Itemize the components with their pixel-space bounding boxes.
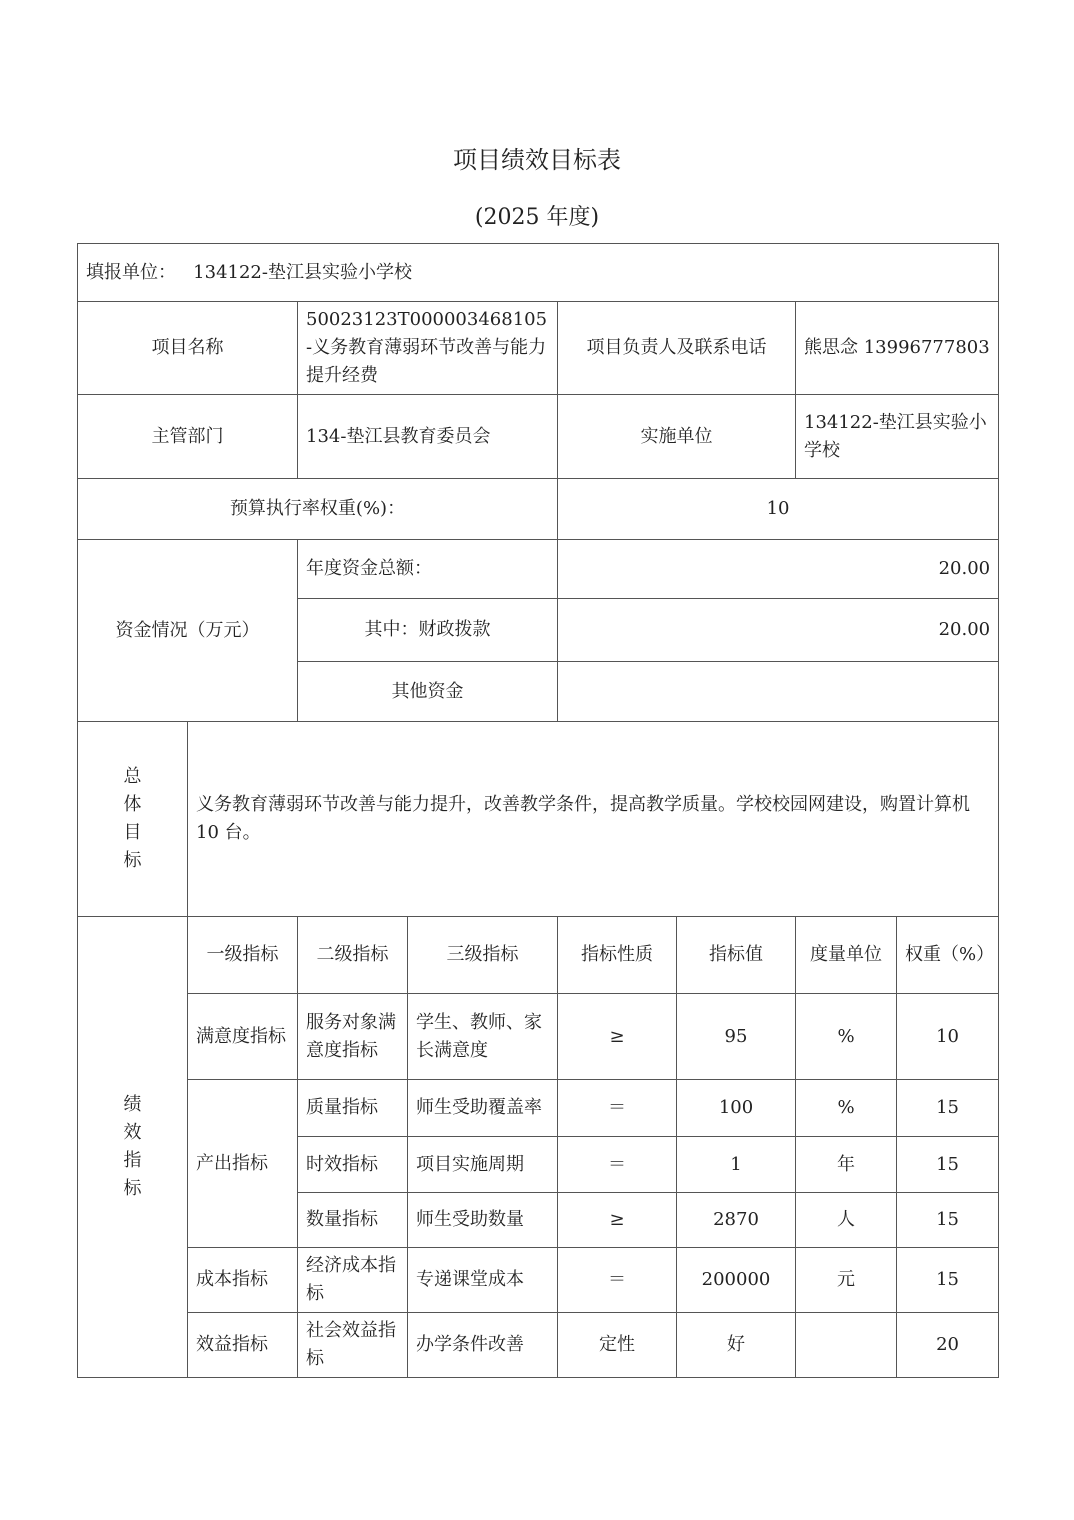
table-row [78,1313,999,1378]
indicator-level3: 学生、教师、家长满意度 [408,994,558,1080]
indicator-unit: % [796,994,897,1080]
indicator-weight: 20 [897,1313,999,1378]
project-name-label: 项目名称 [78,302,298,395]
contact-value: 熊思念 13996777803 [796,302,999,395]
performance-label-char: 指 [123,1150,142,1171]
indicator-value: 100 [677,1080,796,1137]
budget-rate-value: 10 [558,479,999,540]
indicator-unit: 年 [796,1137,897,1193]
indicator-nature: ＝ [558,1080,677,1137]
indicator-value: 1 [677,1137,796,1193]
page-title: 项目绩效目标表 [453,146,621,174]
indicator-nature: ＝ [558,1137,677,1193]
indicator-unit [796,1313,897,1378]
funds-total-value: 20.00 [558,540,999,599]
header-level2: 二级指标 [298,917,408,994]
reporting-unit-cell [78,244,999,302]
funds-fiscal-label: 其中：财政拨款 [298,599,558,662]
overall-goal-label-char: 总 [123,766,142,787]
indicator-level2: 经济成本指标 [298,1248,408,1313]
header-weight: 权重（%） [897,917,999,994]
indicator-level3: 师生受助数量 [408,1193,558,1248]
performance-label-char: 标 [123,1178,142,1199]
header-unit: 度量单位 [796,917,897,994]
overall-goal-text: 义务教育薄弱环节改善与能力提升，改善教学条件，提高教学质量。学校校园网建设，购置计算机 10 台。 [188,722,999,917]
indicator-level3: 项目实施周期 [408,1137,558,1193]
indicator-weight: 15 [897,1193,999,1248]
overall-goal-label-char: 体 [123,794,142,815]
indicator-level1: 效益指标 [188,1313,298,1378]
indicator-weight: 10 [897,994,999,1080]
header-value: 指标值 [677,917,796,994]
performance-label-char: 效 [123,1122,142,1143]
table-row [78,1248,999,1313]
indicator-level1: 满意度指标 [188,994,298,1080]
indicator-unit: 人 [796,1193,897,1248]
indicator-level1: 成本指标 [188,1248,298,1313]
header-nature: 指标性质 [558,917,677,994]
header-level1: 一级指标 [188,917,298,994]
indicator-nature: ＝ [558,1248,677,1313]
table-row [78,994,999,1080]
header-level3: 三级指标 [408,917,558,994]
reporting-unit-value: 134122-垫江县实验小学校 [193,261,412,283]
table-row [78,1080,999,1137]
indicator-level1: 产出指标 [188,1080,298,1248]
indicator-level2: 时效指标 [298,1137,408,1193]
overall-goal-label [78,722,188,917]
page-subtitle: (2025 年度) [474,205,600,230]
performance-indicators-label [78,917,188,1378]
impl-value: 134122-垫江县实验小学校 [796,395,999,479]
dept-label: 主管部门 [78,395,298,479]
funds-fiscal-value: 20.00 [558,599,999,662]
funds-label: 资金情况（万元） [78,540,298,722]
indicator-level2: 数量指标 [298,1193,408,1248]
indicator-nature: ≥ [558,994,677,1080]
impl-label: 实施单位 [558,395,796,479]
indicator-level2: 服务对象满意度指标 [298,994,408,1080]
indicator-unit: % [796,1080,897,1137]
indicator-weight: 15 [897,1248,999,1313]
indicator-unit: 元 [796,1248,897,1313]
performance-label-char: 绩 [123,1094,142,1115]
contact-label: 项目负责人及联系电话 [558,302,796,395]
overall-goal-label-char: 标 [123,850,142,871]
indicator-nature: ≥ [558,1193,677,1248]
funds-other-label: 其他资金 [298,662,558,722]
indicator-weight: 15 [897,1137,999,1193]
indicator-nature: 定性 [558,1313,677,1378]
indicator-weight: 15 [897,1080,999,1137]
budget-rate-label: 预算执行率权重(%)： [78,479,558,540]
reporting-unit-label: 填报单位： [86,261,176,283]
funds-other-value [558,662,999,722]
indicator-value: 200000 [677,1248,796,1313]
performance-table [77,243,999,1378]
indicator-value: 2870 [677,1193,796,1248]
dept-value: 134-垫江县教育委员会 [298,395,558,479]
overall-goal-label-char: 目 [123,822,142,843]
project-name-value: 50023123T000003468105-义务教育薄弱环节改善与能力提升经费 [298,302,558,395]
indicator-level2: 社会效益指标 [298,1313,408,1378]
funds-total-label: 年度资金总额： [298,540,558,599]
indicator-level3: 师生受助覆盖率 [408,1080,558,1137]
indicator-level3: 办学条件改善 [408,1313,558,1378]
indicator-value: 95 [677,994,796,1080]
indicator-level3: 专递课堂成本 [408,1248,558,1313]
indicator-level2: 质量指标 [298,1080,408,1137]
indicator-value: 好 [677,1313,796,1378]
